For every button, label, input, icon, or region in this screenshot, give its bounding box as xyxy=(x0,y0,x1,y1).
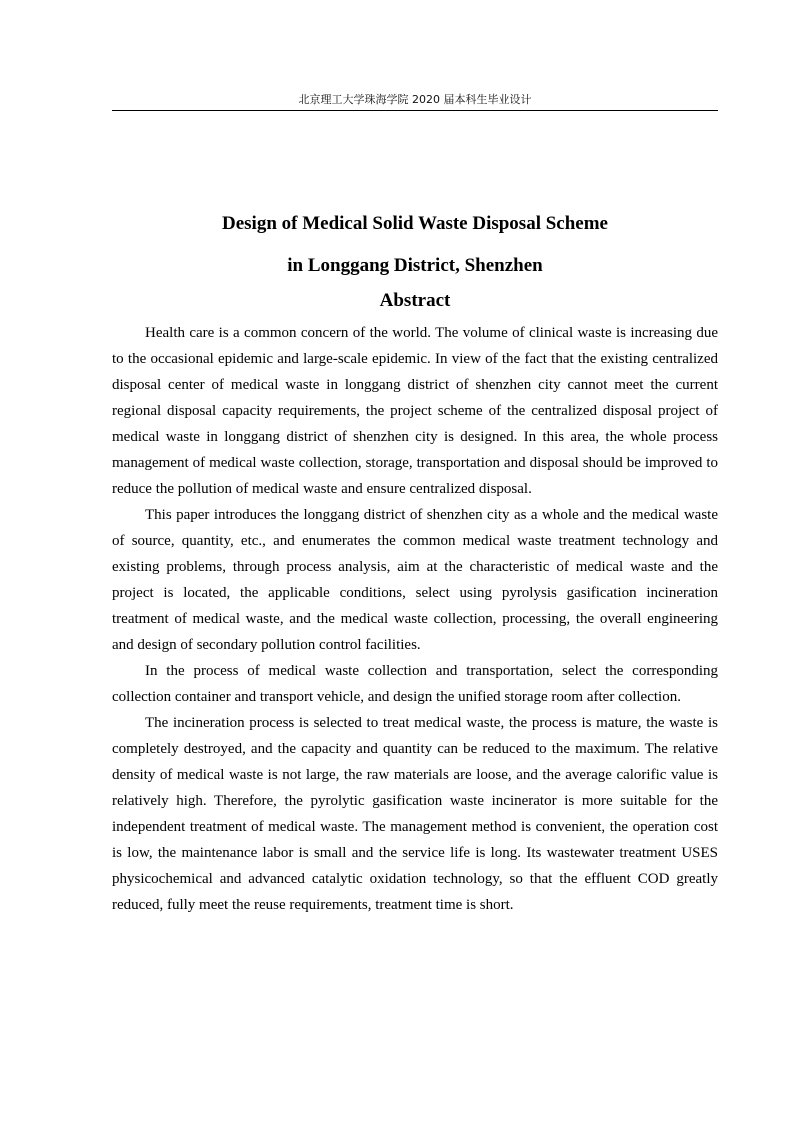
paper-title-line-1: Design of Medical Solid Waste Disposal Scheme xyxy=(222,213,608,234)
abstract-paragraph-1: Health care is a common concern of the world. The volume of clinical waste is increasing due to the occasional epidemic and large-scale epidemic. In view of the fact that the existing centralized disposal center of medical waste in longgang district of shenzhen city cannot meet the current regional disposal capacity requirements, the project scheme of the centralized disposal project of medical waste in longgang district of shenzhen city is designed. In this area, the whole process management of medical waste collection, storage, transportation and disposal should be improved to reduce the pollution of medical waste and ensure centralized disposal. xyxy=(112,325,718,497)
running-header: 北京理工大学珠海学院 2020 届本科生毕业设计 xyxy=(298,93,532,106)
header-rule xyxy=(112,110,718,111)
title-block xyxy=(112,203,718,287)
abstract-body xyxy=(112,320,718,918)
abstract-paragraph-3: In the process of medical waste collection and transportation, select the corresponding collection container and transport vehicle, and design the unified storage room after collection. xyxy=(112,663,718,705)
abstract-paragraph-2: This paper introduces the longgang district of shenzhen city as a whole and the medical waste of source, quantity, etc., and enumerates the common medical waste treatment technology and existing problems, through process analysis, aim at the characteristic of medical waste and the project is located, the applicable conditions, select using pyrolysis gasification incineration treatment of medical waste, and the medical waste collection, processing, the overall engineering and design of secondary pollution control facilities. xyxy=(112,507,718,653)
paper-title-line-2: in Longgang District, Shenzhen xyxy=(287,255,543,276)
abstract-heading: Abstract xyxy=(379,290,451,311)
abstract-paragraph-4: The incineration process is selected to treat medical waste, the process is mature, the waste is completely destroyed, and the capacity and quantity can be reduced to the maximum. The relative density of medical waste is not large, the raw materials are loose, and the average calorific value is relatively high. Therefore, the pyrolytic gasification waste incinerator is more suitable for the independent treatment of medical waste. The management method is convenient, the operation cost is low, the maintenance labor is small and the service life is long. Its wastewater treatment USES physicochemical and advanced catalytic oxidation technology, so that the effluent COD greatly reduced, fully meet the reuse requirements, treatment time is short. xyxy=(112,715,718,913)
